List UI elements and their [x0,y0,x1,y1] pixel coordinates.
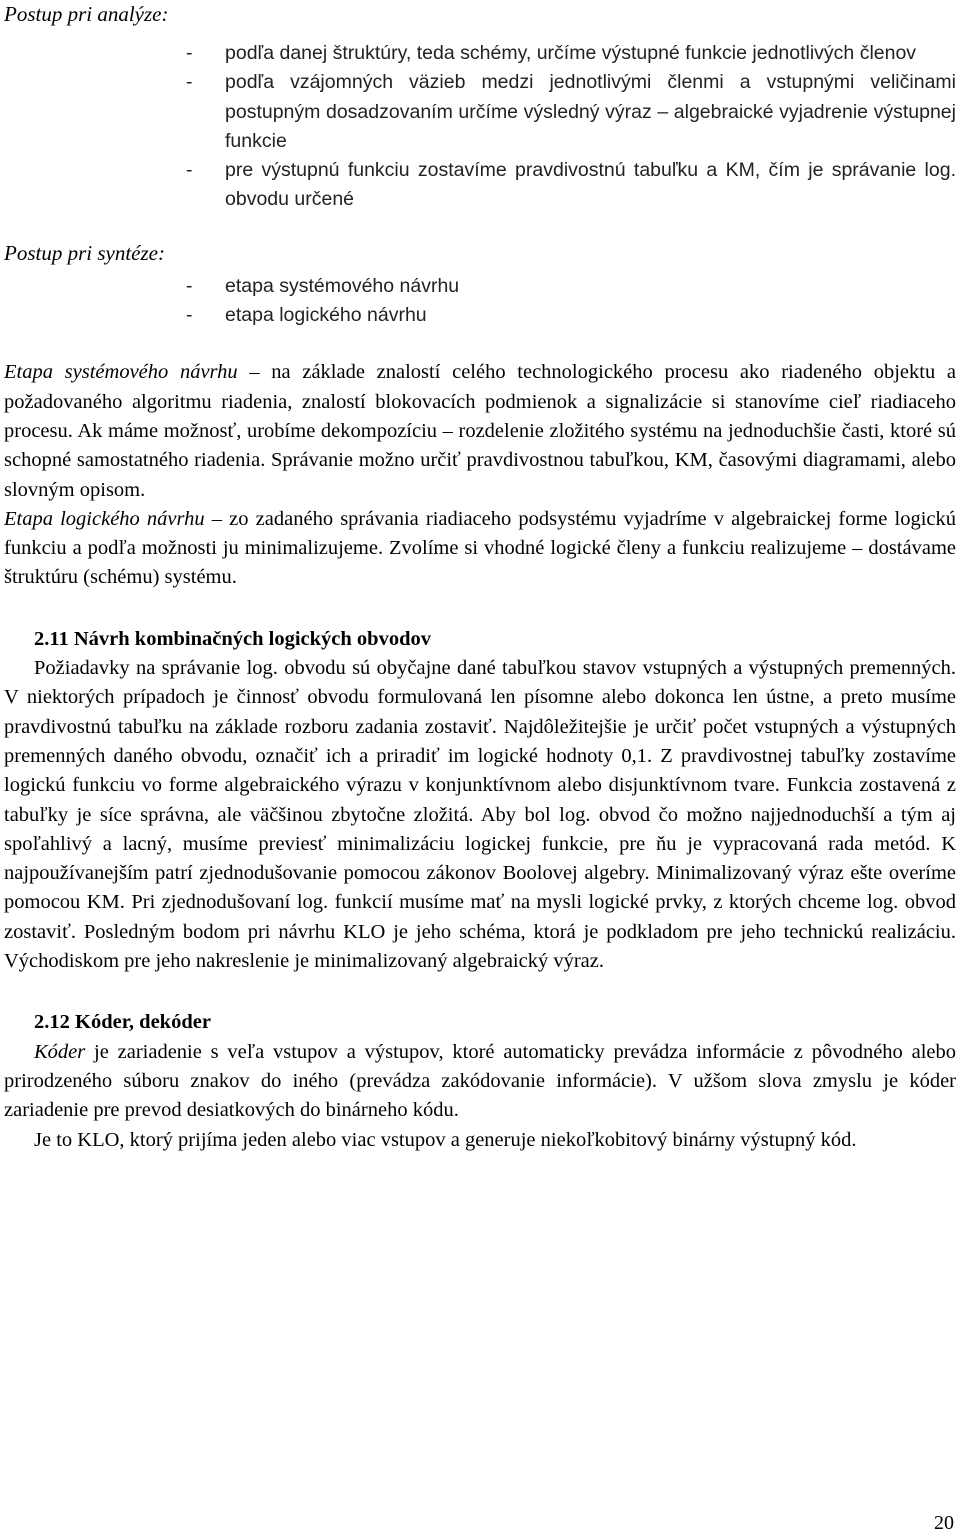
list-item-text: podľa vzájomných väzieb medzi jednotlivými členmi a vstupnými veličinami postupným dosadzovaním určíme výsledný výraz – algebraické vyjadrenie výstupnej funkcie [225,71,956,152]
section-211-paragraph: Požiadavky na správanie log. obvodu sú obyčajne dané tabuľkou stavov vstupných a výstupných premenných. V niektorých prípadoch je činnosť obvodu formulovaná len písomne alebo dokonca len ústne, a preto musíme pravdivostnú tabuľku na základe rozboru zadania zostaviť. Najdôležitejšie je určiť počet vstupných a výstupných premenných daného obvodu, označiť ich a priradiť im logické hodnoty 0,1. Z pravdivostnej tabuľky zostavíme logickú funkciu vo forme algebraického výrazu v konjunktívnom alebo disjunktívnom tvare. Funkcia zostavená z tabuľky je síce správna, ale väčšinou zbytočne zložitá. Aby bol log. obvod čo možno najjednoduchší a tým aj spoľahlivý a lacný, musíme previesť minimalizáciu logickej funkcie, pre ňu je vypracovaná rada metód. K najpoužívanejším patrí zjednodušovanie pomocou zákonov Boolovej algebry. Minimalizovaný výraz ešte overíme pomocou KM. Pri zjednodušovaní log. funkcií musíme mať na mysli logické prvky, z ktorých chceme log. obvod zostaviť. Posledným bodom pri návrhu KLO je jeho schéma, ktorá je podkladom pre jeho technickú realizáciu. Východiskom pre jeho nakreslenie je minimalizovaný algebraický výraz. [4,657,956,973]
list-item-text: pre výstupnú funkciu zostavíme pravdivostnú tabuľku a KM, čím je správanie log. obvodu určené [225,159,956,211]
analysis-title: Postup pri analýze: [4,2,169,26]
list-item-text: podľa danej štruktúry, teda schémy, určíme výstupné funkcie jednotlivých členov [225,42,917,64]
coder-text: je zariadenie s veľa vstupov a výstupov, ktoré automaticky prevádza informácie z pôvodného alebo prirodzeného súboru znakov do iného (prevádza zakódovanie informácie). V užšom slova zmyslu je kóder zariadenie pre prevod desiatkových do binárneho kódu. [4,1040,956,1122]
system-design-term: Etapa systémového návrhu [4,361,238,384]
list-item: - podľa vzájomných väzieb medzi jednotlivými členmi a vstupnými veličinami postupným dosadzovaním určíme výsledný výraz – algebraické vyjadrenie výstupnej funkcie [186,71,956,152]
list-item-text: etapa logického návrhu [225,304,427,327]
list-item: - podľa danej štruktúry, teda schémy, určíme výstupné funkcie jednotlivých členov [186,42,917,64]
section-212-paragraph-2: Je to KLO, ktorý prijíma jeden alebo viac vstupov a generuje niekoľkobitový binárny výstupný kód. [34,1128,857,1151]
list-item: - pre výstupnú funkciu zostavíme pravdivostnú tabuľku a KM, čím je správanie log. obvodu určené [186,159,956,211]
list-item-text: etapa systémového návrhu [225,274,460,297]
section-211-title: 2.11 Návrh kombinačných logických obvodov [34,627,431,650]
list-item: - etapa logického návrhu [186,304,427,327]
document-page [4,0,956,1155]
logic-design-text: – zo zadaného správania riadiaceho podsystému vyjadríme v algebraickej forme logickú funkciu a podľa možnosti ju minimalizujeme. Zvolíme si vhodné logické členy a funkciu realizujeme – dostávame štruktúru (schému) systému. [4,507,956,589]
section-212-paragraph-1 [4,1038,956,1126]
coder-term: Kóder [34,1040,86,1063]
page-number: 20 [934,1512,954,1534]
synthesis-list [4,272,956,331]
list-item: - etapa systémového návrhu [186,274,460,297]
analysis-list [4,39,956,215]
system-design-paragraph [4,358,956,504]
section-212-title: 2.12 Kóder, dekóder [34,1011,211,1034]
synthesis-title: Postup pri syntéze: [4,240,165,265]
system-design-text: – na základe znalostí celého technologického procesu ako riadeného objektu a požadovaného algoritmu riadenia, znalostí blokovacích podmienok a signalizácie si stanovíme cieľ riadiaceho procesu. Ak máme možnosť, urobíme dekompozíciu – rozdelenie zložitého systému na jednoduchšie časti, ktoré sú schopné samostatného riadenia. Správanie možno určiť pravdivostnou tabuľkou, KM, časovými diagramami, alebo slovným opisom. [4,361,956,501]
logic-design-term: Etapa logického návrhu [4,507,205,530]
logic-design-paragraph [4,505,956,593]
